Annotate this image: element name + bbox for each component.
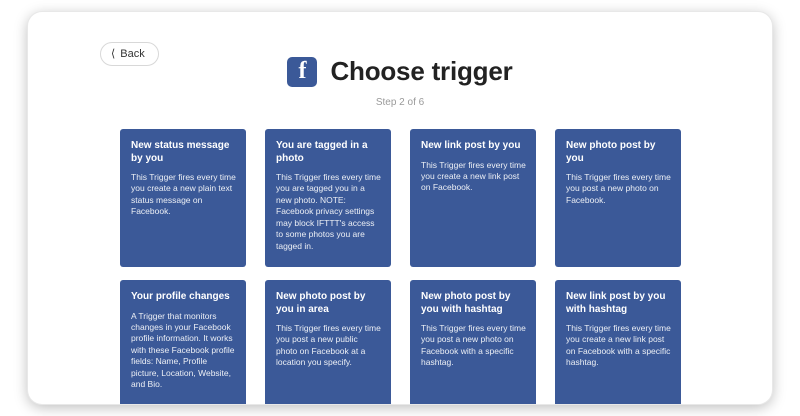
trigger-card-description: This Trigger fires every time you post a new photo on Facebook with a specific hashtag. xyxy=(421,323,526,368)
trigger-card-title: New link post by you xyxy=(421,140,521,151)
page-header xyxy=(28,56,772,108)
trigger-card-description: A Trigger that monitors changes in your Facebook profile information. It works with these Facebook profile fields: Name, Profile picture, Location, Website, and Bio. xyxy=(131,310,235,390)
facebook-logo-icon: f xyxy=(287,57,317,87)
step-indicator: Step 2 of 6 xyxy=(375,97,425,108)
trigger-grid xyxy=(120,129,680,404)
trigger-card-title: You are tagged in a photo xyxy=(276,140,368,164)
trigger-card-description: This Trigger fires every time you post a new photo on Facebook. xyxy=(566,172,671,205)
trigger-card-description: This Trigger fires every time you create a new link post on Facebook. xyxy=(421,159,526,193)
back-button-label: Back xyxy=(120,48,145,60)
trigger-card-title: New photo post by you xyxy=(566,140,656,164)
title-row xyxy=(287,56,512,87)
trigger-card-title: New status message by you xyxy=(131,140,230,164)
trigger-card[interactable] xyxy=(410,129,536,267)
trigger-card-selected[interactable] xyxy=(265,129,391,267)
app-window xyxy=(28,12,772,404)
trigger-card-description: This Trigger fires every time you create a new link post on Facebook with a specific hashtag. xyxy=(566,323,671,368)
trigger-card-title: Your profile changes xyxy=(131,291,230,302)
trigger-card[interactable] xyxy=(265,280,391,404)
trigger-card-title: New photo post by you in area xyxy=(276,291,366,315)
trigger-card-title: New photo post by you with hashtag xyxy=(421,291,511,315)
trigger-card-description: This Trigger fires every time you post a new public photo on Facebook at a location you specify. xyxy=(276,323,381,368)
page-title: Choose trigger xyxy=(330,56,513,86)
trigger-card-description: This Trigger fires every time you create a new plain text status message on Facebook. xyxy=(131,172,236,217)
trigger-card[interactable] xyxy=(120,129,246,267)
trigger-card[interactable] xyxy=(120,280,246,404)
trigger-card-description: This Trigger fires every time you are tagged you in a new photo. NOTE: Facebook privacy settings may block IFTTT's access to some photos you are tagged in. xyxy=(276,172,381,251)
trigger-card[interactable] xyxy=(555,129,681,267)
trigger-card-title: New link post by you with hashtag xyxy=(566,291,666,315)
trigger-card[interactable] xyxy=(410,280,536,404)
chevron-left-icon: ⟨ xyxy=(111,47,116,60)
trigger-card[interactable] xyxy=(555,280,681,404)
